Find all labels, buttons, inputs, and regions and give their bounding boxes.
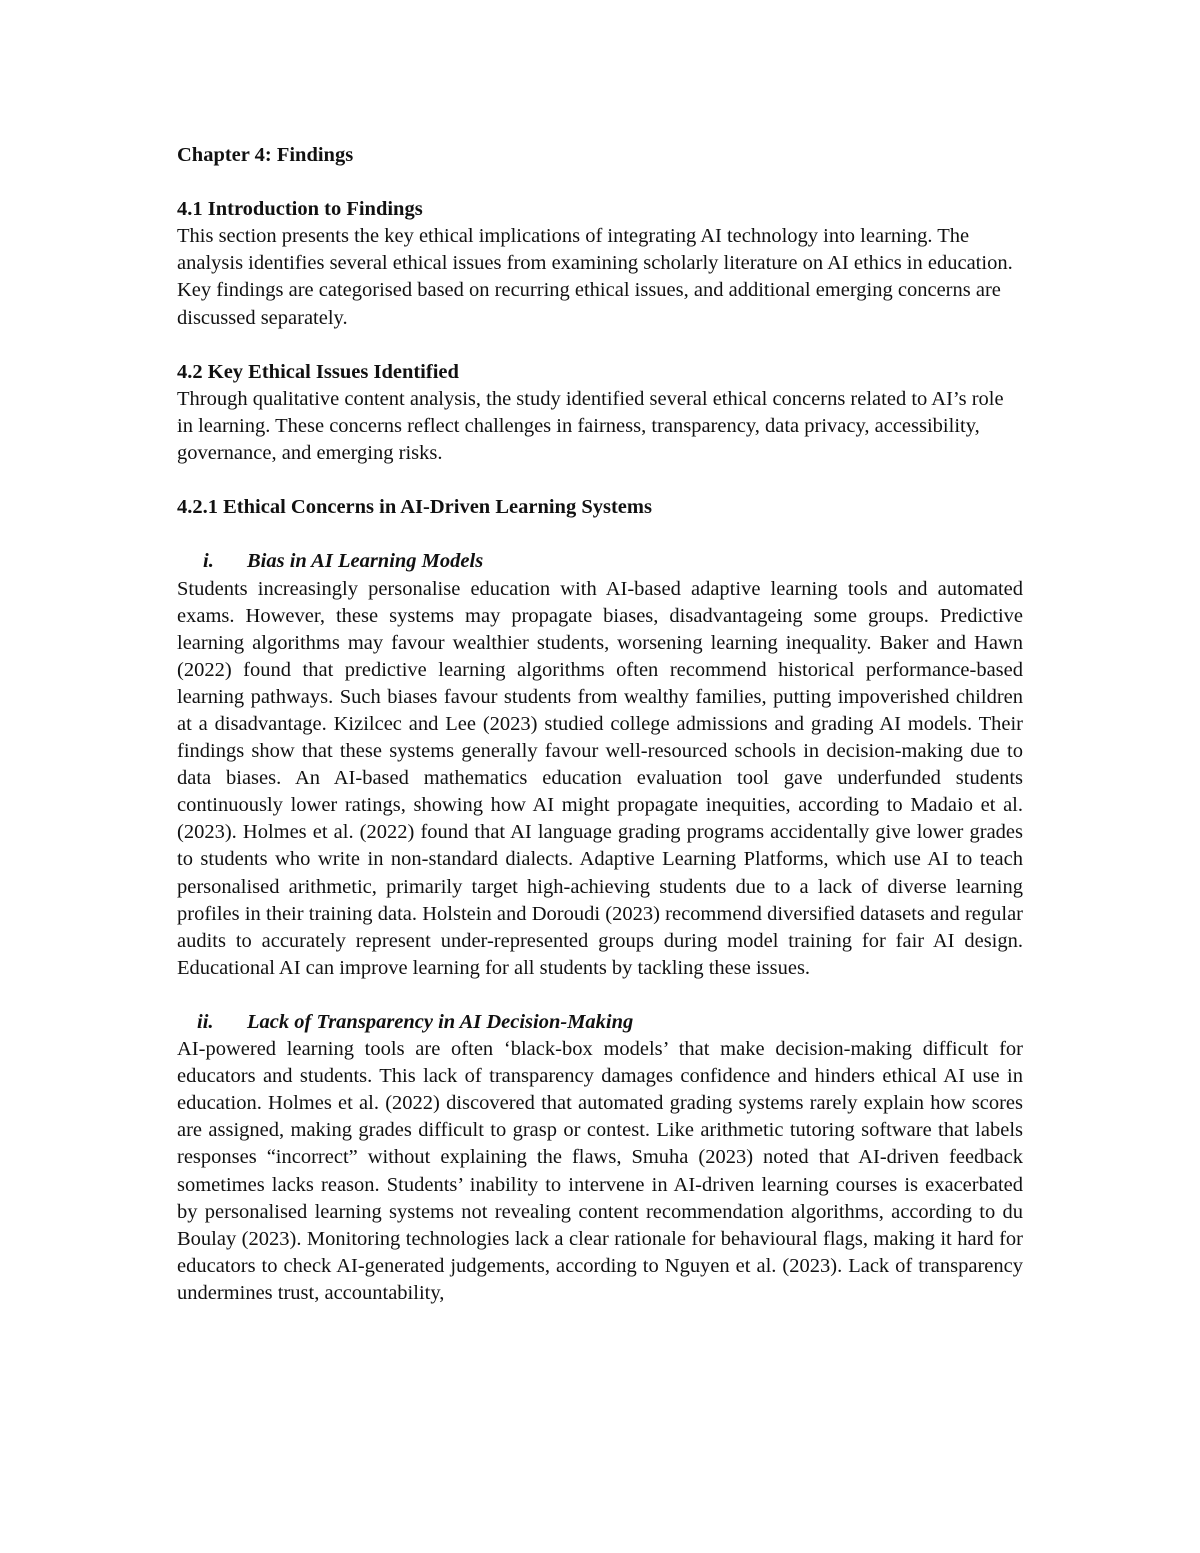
section-heading-concerns: 4.2.1 Ethical Concerns in AI-Driven Learning Systems <box>177 496 652 519</box>
document-page <box>177 142 1023 1307</box>
list-marker: ii. <box>197 1011 214 1033</box>
concern-text-bias: Students increasingly personalise education with AI-based adaptive learning tools and automated exams. However, these systems may propagate biases, disadvantageing some groups. Predictive learning algorithms may favour wealthier students, worsening learning inequality. Baker and Hawn (2022) found that predictive learning algorithms often recommend historical performance-based learning pathways. Such biases favour students from wealthy families, putting impoverished children at a disadvantage. Kizilcec and Lee (2023) studied college admissions and grading AI models. Their findings show that these systems generally favour well-resourced schools in decision-making due to data biases. An AI-based mathematics education evaluation tool gave underfunded students continuously lower ratings, showing how AI might propagate inequities, according to Madaio et al. (2023). Holmes et al. (2022) found that AI language grading programs accidentally give lower grades to students who write in non-standard dialects. Adaptive Learning Platforms, which use AI to teach personalised arithmetic, primarily target high-achieving students due to a lack of diverse learning profiles in their training data. Holstein and Doroudi (2023) recommend diversified datasets and regular audits to accurately represent under-represented groups during model training for fair AI design. Educational AI can improve learning for all students by tackling these issues. <box>177 577 1023 979</box>
chapter-title: Chapter 4: Findings <box>177 144 354 166</box>
spacer <box>177 332 1023 359</box>
spacer <box>177 467 1023 494</box>
concern-text-transparency: AI-powered learning tools are often ‘black-box models’ that make decision-making difficult for educators and students. This lack of transparency damages confidence and hinders ethical AI use in education. Holmes et al. (2022) discovered that automated grading systems rarely explain how scores are assigned, making grades difficult to grasp or contest. Like arithmetic tutoring software that labels responses “incorrect” without explaining the flaws, Smuha (2023) noted that AI-driven feedback sometimes lacks reason. Students’ inability to intervene in AI-driven learning courses is exacerbated by personalised learning systems not revealing content recommendation algorithms, according to du Boulay (2023). Monitoring technologies lack a clear rationale for behavioural flags, making it hard for educators to check AI-generated judgements, according to Nguyen et al. (2023). Lack of transparency undermines trust, accountability, <box>177 1038 1023 1304</box>
section-heading-key-issues: 4.2 Key Ethical Issues Identified <box>177 360 459 383</box>
concern-title: Lack of Transparency in AI Decision-Making <box>247 1011 634 1033</box>
spacer <box>177 521 1023 548</box>
concern-heading-bias <box>177 548 1023 575</box>
concern-heading-transparency <box>177 1009 1023 1036</box>
spacer <box>177 982 1023 1009</box>
section-text-key-issues: Through qualitative content analysis, the study identified several ethical concerns related to AI’s role in learning. These concerns reflect challenges in fairness, transparency, data privacy, accessibility, governance, and emerging risks. <box>177 387 1004 465</box>
spacer <box>177 169 1023 196</box>
section-text-intro: This section presents the key ethical implications of integrating AI technology into learning. The analysis identifies several ethical issues from examining scholarly literature on AI ethics in education. Key findings are categorised based on recurring ethical issues, and additional emerging concerns are discussed separately. <box>177 225 1013 329</box>
list-marker: i. <box>203 550 214 573</box>
concern-title: Bias in AI Learning Models <box>247 550 484 573</box>
section-heading-intro: 4.1 Introduction to Findings <box>177 198 423 221</box>
